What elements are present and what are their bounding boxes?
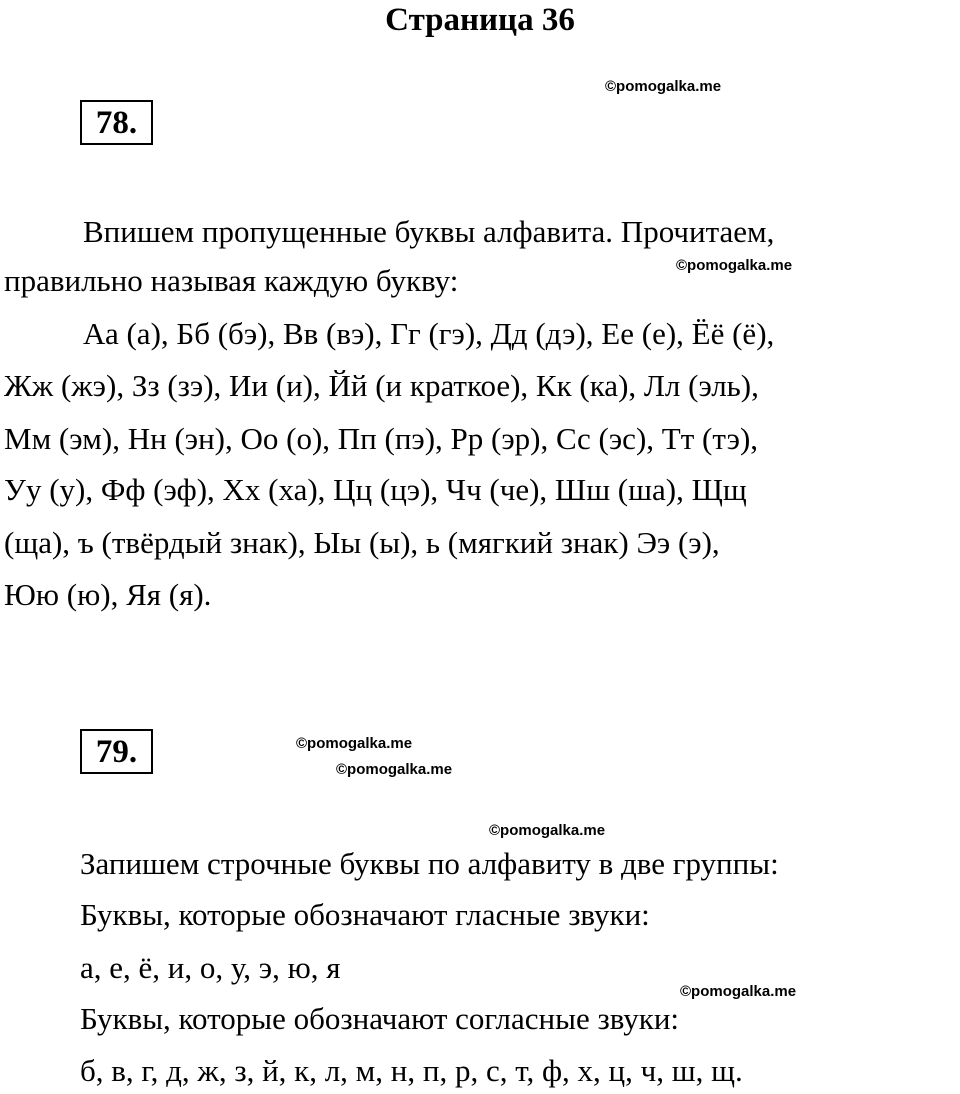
alphabet-line: Аа (а), Бб (бэ), Вв (вэ), Гг (гэ), Дд (дэ), Ее (е), Ёё (ё), bbox=[83, 316, 775, 351]
alphabet-line: Юю (ю), Яя (я). bbox=[4, 577, 212, 612]
exercise-number-79: 79. bbox=[80, 729, 153, 774]
exercise-79-line: Запишем строчные буквы по алфавиту в две группы: bbox=[80, 846, 779, 881]
watermark: ©pomogalka.me bbox=[296, 735, 413, 752]
exercise-number-78: 78. bbox=[80, 100, 153, 145]
exercise-78-intro-line2: правильно называя каждую букву: bbox=[4, 263, 459, 298]
watermark: ©pomogalka.me bbox=[489, 822, 606, 839]
alphabet-line: Жж (жэ), Зз (зэ), Ии (и), Йй (и краткое), Кк (ка), Лл (эль), bbox=[4, 368, 759, 403]
exercise-79-line: Буквы, которые обозначают согласные звуки: bbox=[80, 1001, 680, 1036]
watermark: ©pomogalka.me bbox=[605, 78, 722, 95]
alphabet-line: Мм (эм), Нн (эн), Оо (о), Пп (пэ), Рр (эр), Сс (эс), Тт (тэ), bbox=[4, 421, 759, 456]
exercise-79-line: Буквы, которые обозначают гласные звуки: bbox=[80, 897, 650, 932]
exercise-79-line: а, е, ё, и, о, у, э, ю, я bbox=[80, 950, 341, 985]
watermark: ©pomogalka.me bbox=[680, 983, 797, 1000]
alphabet-line: (ща), ъ (твёрдый знак), Ыы (ы), ь (мягкий знак) Ээ (э), bbox=[4, 525, 720, 560]
exercise-78-intro-line1: Впишем пропущенные буквы алфавита. Прочитаем, bbox=[83, 214, 775, 249]
page-title: Страница 36 bbox=[385, 2, 575, 38]
exercise-79-line: б, в, г, д, ж, з, й, к, л, м, н, п, р, с, т, ф, х, ц, ч, ш, щ. bbox=[80, 1053, 743, 1088]
watermark: ©pomogalka.me bbox=[676, 257, 793, 274]
watermark: ©pomogalka.me bbox=[336, 761, 453, 778]
alphabet-line: Уу (у), Фф (эф), Хх (ха), Цц (цэ), Чч (че), Шш (ша), Щщ bbox=[4, 472, 747, 507]
